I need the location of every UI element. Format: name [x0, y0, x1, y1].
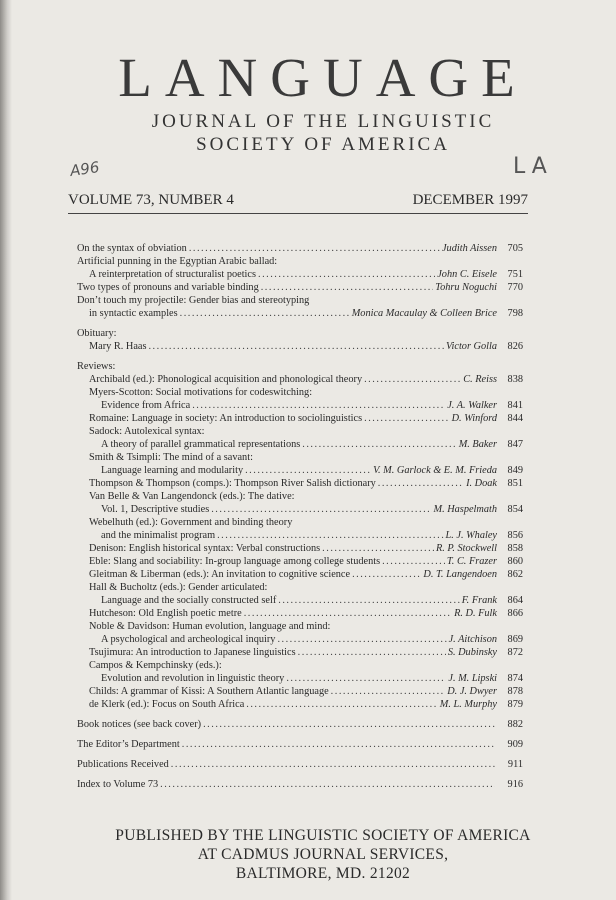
table-of-contents: [77, 242, 523, 791]
toc-leader-dots: [217, 529, 443, 542]
toc-entry-title: in syntactic examples: [89, 308, 178, 319]
toc-entry: [77, 633, 523, 646]
toc-spacer: [77, 771, 523, 778]
toc-entry-author: John C. Eisele: [437, 269, 497, 280]
toc-entry-page: 798: [507, 308, 523, 319]
toc-entry-page: 854: [507, 504, 523, 515]
toc-entry: [77, 758, 523, 771]
toc-entry-author: F. Frank: [461, 595, 497, 606]
toc-entry-title: Evidence from Africa: [101, 400, 191, 411]
toc-section-reviews: Reviews:: [77, 361, 116, 372]
journal-subtitle-line2: SOCIETY OF AMERICA: [196, 134, 450, 155]
toc-entry-title: Denison: English historical syntax: Verbal constructions: [89, 543, 321, 554]
toc-spacer: [77, 353, 523, 360]
toc-entry: [77, 340, 523, 353]
toc-entry-author: Monica Macaulay & Colleen Brice: [351, 308, 497, 319]
toc-entry-page: 874: [507, 673, 523, 684]
toc-leader-dots: [189, 242, 440, 255]
toc-spacer: [77, 731, 523, 738]
toc-entry-page: 849: [507, 465, 523, 476]
toc-entry: [77, 607, 523, 620]
toc-entry-page: 860: [507, 556, 523, 567]
toc-entry-page: 864: [507, 595, 523, 606]
toc-entry-title: A theory of parallel grammatical representations: [101, 439, 301, 450]
toc-leader-dots: [261, 281, 434, 294]
toc-entry-page: 872: [507, 647, 523, 658]
toc-entry-title: Eble: Slang and sociability: In-group language among college students: [89, 556, 381, 567]
toc-entry: [77, 778, 523, 791]
toc-entry-title: Publications Received: [77, 759, 169, 770]
toc-entry-author: Victor Golla: [445, 341, 497, 352]
toc-leader-dots: [182, 738, 495, 751]
toc-entry-page: 751: [507, 269, 523, 280]
toc-entry-page: 869: [507, 634, 523, 645]
toc-spacer: [77, 751, 523, 758]
toc-entry-page: 844: [507, 413, 523, 424]
publisher-line3: BALTIMORE, MD. 21202: [235, 865, 411, 882]
toc-entry-page: 705: [507, 243, 523, 254]
toc-leader-dots: [352, 568, 421, 581]
toc-leader-dots: [203, 718, 495, 731]
toc-entry: [77, 373, 523, 386]
toc-entry-page: 878: [507, 686, 523, 697]
toc-leader-dots: [286, 672, 446, 685]
toc-leader-dots: [364, 373, 461, 386]
toc-leader-dots: [378, 477, 464, 490]
toc-entry-page: 882: [507, 719, 523, 730]
toc-entry-author: V. M. Garlock & E. M. Frieda: [373, 465, 497, 476]
toc-entry: [77, 646, 523, 659]
toc-subheading: Hall & Bucholtz (eds.): Gender articulated:: [89, 582, 268, 593]
toc-entry-title: Language learning and modularity: [101, 465, 244, 476]
toc-spacer: [77, 320, 523, 327]
toc-subheading: Myers-Scotton: Social motivations for codeswitching:: [89, 387, 313, 398]
toc-entry-title: On the syntax of obviation: [77, 243, 187, 254]
toc-entry-page: 856: [507, 530, 523, 541]
toc-entry: [77, 268, 523, 281]
toc-entry-author: M. Haspelmath: [433, 504, 497, 515]
toc-entry: [77, 594, 523, 607]
toc-subheading: Noble & Davidson: Human evolution, language and mind:: [89, 621, 331, 632]
toc-leader-dots: [258, 268, 435, 281]
toc-leader-dots: [180, 307, 350, 320]
issue-date: DECEMBER 1997: [412, 192, 528, 208]
toc-entry: [77, 542, 523, 555]
toc-entry-page: 770: [507, 282, 523, 293]
toc-entry-author: T. C. Frazer: [446, 556, 497, 567]
toc-entry-title: Tsujimura: An introduction to Japanese linguistics: [89, 647, 296, 658]
publisher-line2: AT CADMUS JOURNAL SERVICES,: [197, 846, 449, 863]
toc-entry: [77, 281, 523, 294]
toc-entry-page: 879: [507, 699, 523, 710]
toc-subheading: Van Belle & Van Langendonck (eds.): The dative:: [89, 491, 295, 502]
toc-entry-author: D. J. Dwyer: [447, 686, 497, 697]
toc-entry-title: The Editor’s Department: [77, 739, 180, 750]
toc-leader-dots: [331, 685, 446, 698]
toc-subheading: Don’t touch my projectile: Gender bias and stereotyping: [77, 295, 310, 306]
toc-entry-page: 911: [507, 759, 523, 770]
toc-entry-author: R. P. Stockwell: [435, 543, 497, 554]
header-rule: [68, 213, 528, 214]
toc-entry-author: R. D. Fulk: [454, 608, 497, 619]
toc-entry-page: 847: [507, 439, 523, 450]
toc-entry-page: 916: [507, 779, 523, 790]
handwritten-note-left: A96: [68, 158, 101, 180]
toc-entry-page: 909: [507, 739, 523, 750]
volume-number: VOLUME 73, NUMBER 4: [68, 192, 234, 208]
toc-entry: [77, 307, 523, 320]
toc-entry-title: Index to Volume 73: [77, 779, 159, 790]
toc-leader-dots: [192, 399, 445, 412]
toc-subheading: Webelhuth (ed.): Government and binding theory: [89, 517, 293, 528]
toc-entry-author: M. Baker: [458, 439, 497, 450]
toc-leader-dots: [211, 503, 431, 516]
toc-subheading: Smith & Tsimpli: The mind of a savant:: [89, 452, 253, 463]
toc-entry-author: Judith Aissen: [441, 243, 497, 254]
toc-entry-title: de Klerk (ed.): Focus on South Africa: [89, 699, 245, 710]
toc-entry-title: Hutcheson: Old English poetic metre: [89, 608, 242, 619]
toc-entry: [77, 242, 523, 255]
toc-entry-page: 851: [507, 478, 523, 489]
toc-subheading: Sadock: Autolexical syntax:: [89, 426, 205, 437]
toc-entry: [77, 685, 523, 698]
toc-spacer: [77, 711, 523, 718]
toc-entry-author: L. J. Whaley: [445, 530, 497, 541]
toc-entry: [77, 555, 523, 568]
toc-entry-page: 858: [507, 543, 523, 554]
toc-leader-dots: [245, 464, 371, 477]
toc-entry: [77, 412, 523, 425]
toc-entry-page: 826: [507, 341, 523, 352]
toc-entry-title: A reinterpretation of structuralist poetics: [89, 269, 256, 280]
toc-entry-page: 841: [507, 400, 523, 411]
toc-leader-dots: [246, 698, 438, 711]
handwritten-note-right: LA: [513, 154, 553, 179]
toc-entry-title: Two types of pronouns and variable binding: [77, 282, 259, 293]
toc-subheading: Campos & Kempchinsky (eds.):: [89, 660, 222, 671]
publisher-block: [0, 826, 616, 883]
toc-entry-title: Language and the socially constructed self: [101, 595, 277, 606]
toc-entry-title: Romaine: Language in society: An introduction to sociolinguistics: [89, 413, 363, 424]
toc-entry-title: Mary R. Haas: [89, 341, 147, 352]
toc-leader-dots: [364, 412, 449, 425]
toc-entry: [77, 464, 523, 477]
toc-entry-page: 838: [507, 374, 523, 385]
toc-entry-author: J. A. Walker: [447, 400, 497, 411]
toc-entry: [77, 718, 523, 731]
toc-entry: [77, 698, 523, 711]
toc-leader-dots: [244, 607, 452, 620]
toc-section-obituary: Obituary:: [77, 328, 117, 339]
toc-leader-dots: [160, 778, 495, 791]
toc-entry-author: C. Reiss: [463, 374, 497, 385]
toc-entry: [77, 477, 523, 490]
journal-title: LANGUAGE: [118, 47, 528, 108]
toc-leader-dots: [278, 594, 459, 607]
toc-entry-title: Book notices (see back cover): [77, 719, 202, 730]
toc-entry-title: Vol. 1, Descriptive studies: [101, 504, 210, 515]
toc-subheading: Artificial punning in the Egyptian Arabic ballad:: [77, 256, 278, 267]
publisher-line1: PUBLISHED BY THE LINGUISTIC SOCIETY OF AMERICA: [115, 827, 531, 844]
toc-entry-author: D. T. Langendoen: [423, 569, 497, 580]
toc-entry: [77, 503, 523, 516]
toc-entry: [77, 438, 523, 451]
toc-entry-author: M. L. Murphy: [439, 699, 497, 710]
toc-entry-title: Evolution and revolution in linguistic theory: [101, 673, 285, 684]
journal-subtitle-line1: JOURNAL OF THE LINGUISTIC: [151, 111, 495, 132]
toc-leader-dots: [148, 340, 444, 353]
toc-entry-title: Thompson & Thompson (comps.): Thompson River Salish dictionary: [89, 478, 376, 489]
toc-entry: [77, 399, 523, 412]
toc-leader-dots: [171, 758, 495, 771]
toc-leader-dots: [322, 542, 434, 555]
toc-entry-author: J. Aitchison: [448, 634, 497, 645]
toc-entry-title: Archibald (ed.): Phonological acquisition and phonological theory: [89, 374, 363, 385]
toc-entry: [77, 529, 523, 542]
toc-entry: [77, 738, 523, 751]
toc-entry-title: and the minimalist program: [101, 530, 216, 541]
toc-leader-dots: [298, 646, 446, 659]
toc-leader-dots: [302, 438, 456, 451]
toc-entry-author: Tohru Noguchi: [435, 282, 497, 293]
toc-entry: [77, 568, 523, 581]
toc-leader-dots: [277, 633, 446, 646]
toc-entry-title: A psychological and archeological inquiry: [101, 634, 276, 645]
toc-entry-title: Childs: A grammar of Kissi: A Southern Atlantic language: [89, 686, 329, 697]
toc-entry-page: 862: [507, 569, 523, 580]
toc-entry-page: 866: [507, 608, 523, 619]
toc-entry-author: I. Doak: [466, 478, 497, 489]
toc-entry-title: Gleitman & Liberman (eds.): An invitation to cognitive science: [89, 569, 351, 580]
toc-entry-author: J. M. Lipski: [448, 673, 497, 684]
toc-entry: [77, 672, 523, 685]
toc-entry-author: S. Dubinsky: [447, 647, 497, 658]
toc-leader-dots: [382, 555, 445, 568]
toc-entry-author: D. Winford: [451, 413, 497, 424]
